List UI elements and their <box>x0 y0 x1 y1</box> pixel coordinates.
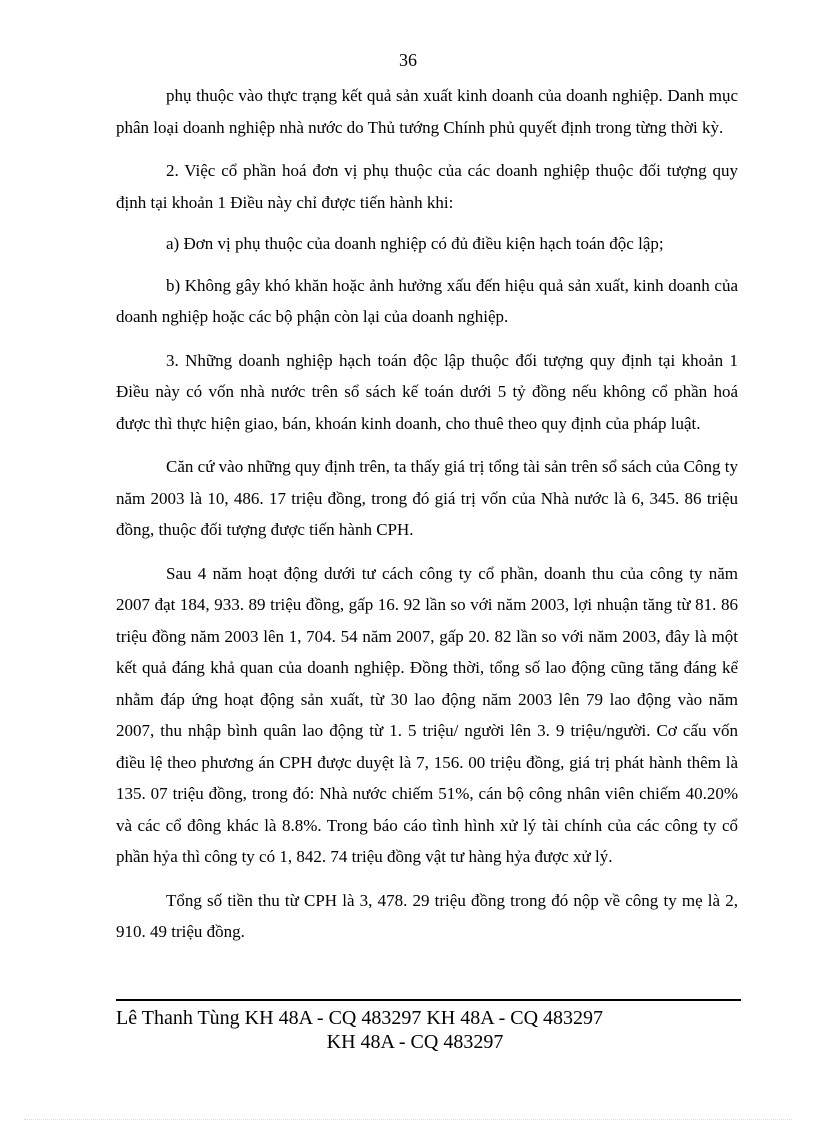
paragraph-clause-2: 2. Việc cổ phần hoá đơn vị phụ thuộc của các doanh nghiệp thuộc đối tượng quy định tại khoản 1 Điều này chỉ được tiến hành khi: <box>116 161 738 212</box>
footer-class-line: KH 48A - CQ 483297 <box>326 1031 504 1053</box>
page-bottom-border <box>24 1119 792 1120</box>
paragraph-clause-2b: b) Không gây khó khăn hoặc ảnh hưởng xấu đến hiệu quả sản xuất, kinh doanh của doanh nghiệp hoặc các bộ phận còn lại của doanh nghiệp. <box>116 275 738 326</box>
footer-author-line: Lê Thanh Tùng KH 48A - CQ 483297 KH 48A - CQ 483297 <box>116 1007 604 1029</box>
paragraph-clause-3: 3. Những doanh nghiệp hạch toán độc lập thuộc đối tượng quy định tại khoản 1 Điều này có vốn nhà nước trên sổ sách kế toán dưới 5 tỷ đồng nếu không cổ phần hoá được thì thực hiện giao, bán, khoán kinh doanh, cho thuê theo quy định của pháp luật. <box>116 350 738 433</box>
document-body <box>116 80 738 960</box>
page-number: 36 <box>399 50 417 70</box>
footer-divider <box>116 999 741 1001</box>
paragraph-continuation: phụ thuộc vào thực trạng kết quả sản xuất kinh doanh của doanh nghiệp. Danh mục phân loại doanh nghiệp nhà nước do Thủ tướng Chính phủ quyết định trong từng thời kỳ. <box>116 86 738 137</box>
paragraph-company-assets: Căn cứ vào những quy định trên, ta thấy giá trị tổng tài sản trên sổ sách của Công ty năm 2003 là 10, 486. 17 triệu đồng, trong đó giá trị vốn của Nhà nước là 6, 345. 86 triệu đồng, thuộc đối tượng được tiến hành CPH. <box>116 457 738 539</box>
paragraph-cph-proceeds: Tổng số tiền thu từ CPH là 3, 478. 29 triệu đồng trong đó nộp về công ty mẹ là 2, 910. 49 triệu đồng. <box>116 890 738 941</box>
paragraph-clause-2a: a) Đơn vị phụ thuộc của doanh nghiệp có đủ điều kiện hạch toán độc lập; <box>166 234 664 253</box>
paragraph-performance: Sau 4 năm hoạt động dưới tư cách công ty cổ phần, doanh thu của công ty năm 2007 đạt 184, 933. 89 triệu đồng, gấp 16. 92 lần so với năm 2003, lợi nhuận tăng từ 81. 86 triệu đồng năm 2003 lên 1, 704. 54 năm 2007, gấp 20. 82 lần so với năm 2003, đây là một kết quả đáng khả quan của doanh nghiệp. Đồng thời, tổng số lao động cũng tăng đáng kể nhằm đáp ứng hoạt động sản xuất, từ 30 lao động năm 2003 lên 79 lao động vào năm 2007, thu nhập bình quân lao động từ 1. 5 triệu/ người lên 3. 9 triệu/người. Cơ cấu vốn điều lệ theo phương án CPH được duyệt là 7, 156. 00 triệu đồng, giá trị phát hành thêm là 135. 07 triệu đồng, trong đó: Nhà nước chiếm 51%, cán bộ công nhân viên chiếm 40.20% và các cổ đông khác là 8.8%. Trong báo cáo tình hình xử lý tài chính của các công ty cổ phần hỷa thì công ty có 1, 842. 74 triệu đồng vật tư hàng hỷa được xử lý. <box>116 563 738 866</box>
